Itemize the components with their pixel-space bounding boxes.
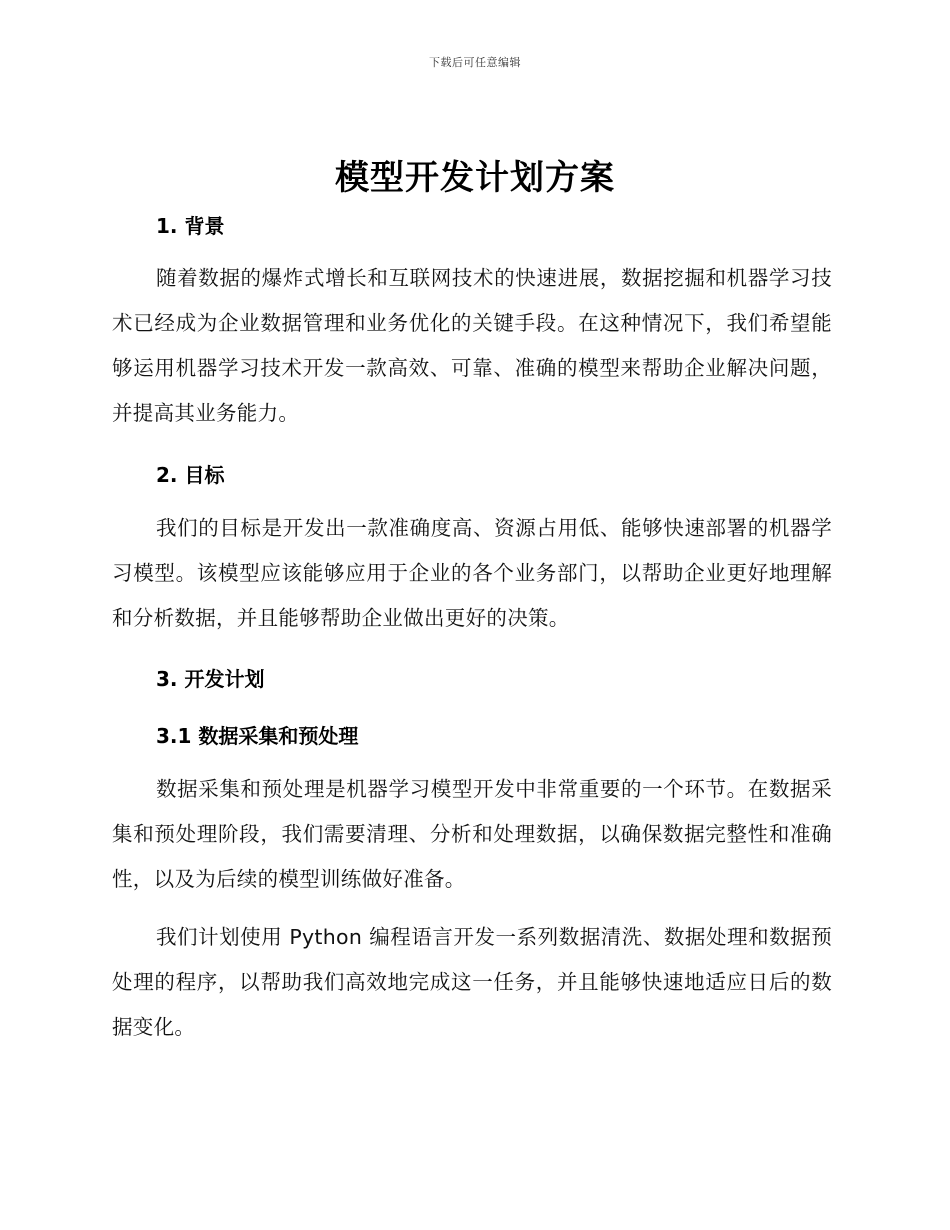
section-heading-background: 1. 背景 (156, 214, 225, 238)
paragraph-data-collection-2: 我们计划使用 Python 编程语言开发一系列数据清洗、数据处理和数据预处理的程序，以帮助我们高效地完成这一任务，并且能够快速地适应日后的数据变化。 (112, 925, 832, 1039)
section-heading-plan: 3. 开发计划 (156, 667, 265, 691)
section-heading-goal: 2. 目标 (156, 463, 225, 487)
document-title: 模型开发计划方案 (335, 158, 615, 198)
paragraph-goal: 我们的目标是开发出一款准确度高、资源占用低、能够快速部署的机器学习模型。该模型应该能够应用于企业的各个业务部门，以帮助企业更好地理解和分析数据，并且能够帮助企业做出更好的决策。 (112, 516, 832, 630)
paragraph-data-collection-1: 数据采集和预处理是机器学习模型开发中非常重要的一个环节。在数据采集和预处理阶段，我们需要清理、分析和处理数据，以确保数据完整性和准确性，以及为后续的模型训练做好准备。 (112, 777, 832, 891)
paragraph-background: 随着数据的爆炸式增长和互联网技术的快速进展，数据挖掘和机器学习技术已经成为企业数据管理和业务优化的关键手段。在这种情况下，我们希望能够运用机器学习技术开发一款高效、可靠、准确的模型来帮助企业解决问题，并提高其业务能力。 (112, 266, 832, 425)
header-note: 下载后可任意编辑 (429, 56, 521, 69)
subsection-heading-data-collection: 3.1 数据采集和预处理 (156, 724, 359, 748)
